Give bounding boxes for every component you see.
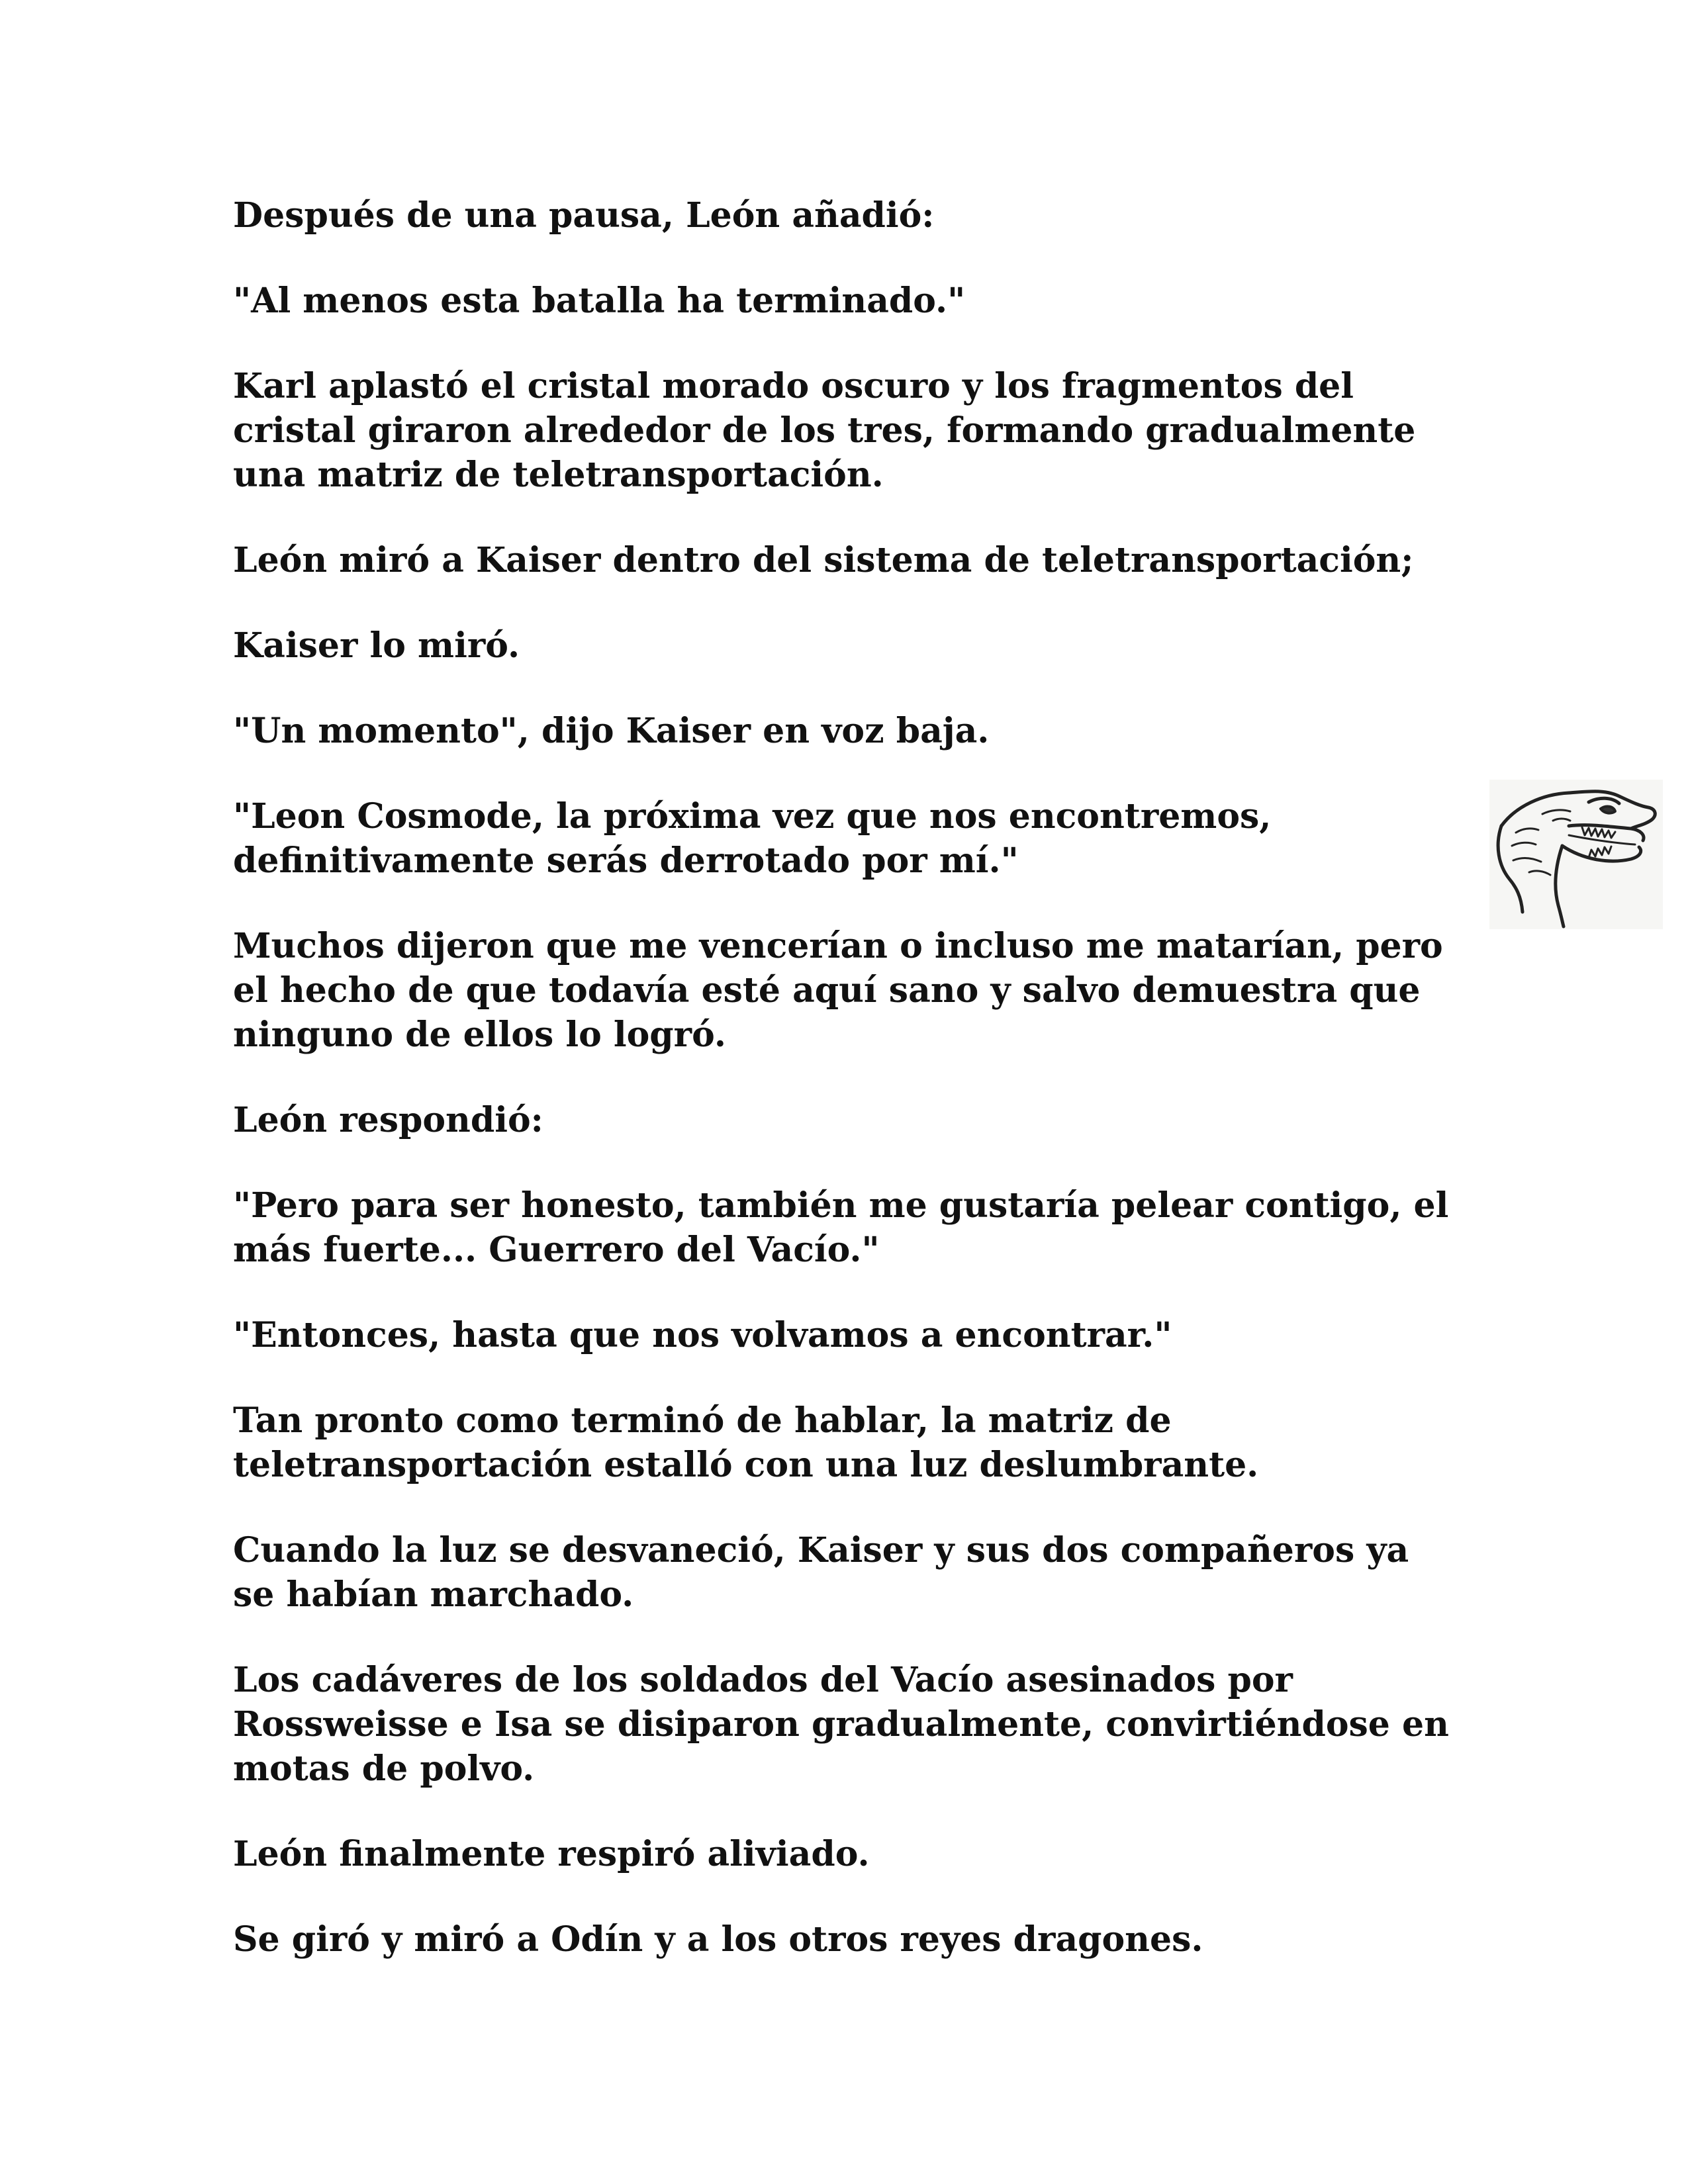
text-line: Kaiser lo miró.: [233, 625, 520, 666]
paragraph: [233, 538, 1491, 582]
text-line: Rossweisse e Isa se disiparon gradualmente, convirtiéndose en: [233, 1704, 1449, 1745]
text-line: definitivamente serás derrotado por mí.": [233, 841, 1019, 881]
paragraph: [233, 193, 1491, 238]
paragraph: [233, 794, 1491, 883]
paragraph: [233, 924, 1491, 1057]
text-line: teletransportación estalló con una luz deslumbrante.: [233, 1445, 1259, 1485]
paragraph: [233, 1658, 1491, 1791]
text-line: Se giró y miró a Odín y a los otros reyes dragones.: [233, 1919, 1203, 1960]
text-line: "Un momento", dijo Kaiser en voz baja.: [233, 711, 990, 751]
paragraph: [233, 364, 1491, 497]
paragraph: [233, 1313, 1491, 1357]
text-line: Cuando la luz se desvaneció, Kaiser y sus dos compañeros ya: [233, 1530, 1409, 1570]
text-line: Karl aplastó el cristal morado oscuro y los fragmentos del: [233, 366, 1354, 406]
text-line: motas de polvo.: [233, 1749, 535, 1789]
text-line: León miró a Kaiser dentro del sistema de teletransportación;: [233, 540, 1414, 580]
story-text: [233, 193, 1491, 2003]
text-line: más fuerte... Guerrero del Vacío.": [233, 1230, 880, 1270]
text-line: Tan pronto como terminó de hablar, la matriz de: [233, 1400, 1172, 1441]
paragraph: [233, 709, 1491, 753]
text-line: "Entonces, hasta que nos volvamos a encontrar.": [233, 1315, 1172, 1355]
paragraph: [233, 1917, 1491, 1962]
text-line: Los cadáveres de los soldados del Vacío asesinados por: [233, 1660, 1293, 1700]
text-line: Después de una pausa, León añadió:: [233, 195, 935, 236]
paragraph: [233, 1183, 1491, 1272]
text-line: León finalmente respiró aliviado.: [233, 1834, 870, 1874]
text-line: "Al menos esta batalla ha terminado.": [233, 281, 966, 321]
paragraph: [233, 1398, 1491, 1487]
dinosaur-head-sketch-icon: [1489, 780, 1663, 929]
paragraph: [233, 279, 1491, 323]
paragraph: [233, 1832, 1491, 1876]
text-line: León respondió:: [233, 1100, 543, 1140]
paragraph: [233, 1528, 1491, 1617]
text-line: Muchos dijeron que me vencerían o incluso me matarían, pero: [233, 926, 1443, 966]
text-line: una matriz de teletransportación.: [233, 455, 884, 495]
text-line: cristal giraron alrededor de los tres, formando gradualmente: [233, 410, 1416, 451]
text-line: ninguno de ellos lo logró.: [233, 1015, 726, 1055]
text-line: "Leon Cosmode, la próxima vez que nos encontremos,: [233, 796, 1272, 837]
text-line: el hecho de que todavía esté aquí sano y salvo demuestra que: [233, 970, 1421, 1011]
paragraph: [233, 1098, 1491, 1142]
text-line: "Pero para ser honesto, también me gustaría pelear contigo, el: [233, 1185, 1449, 1226]
paragraph: [233, 623, 1491, 668]
text-line: se habían marchado.: [233, 1574, 634, 1615]
